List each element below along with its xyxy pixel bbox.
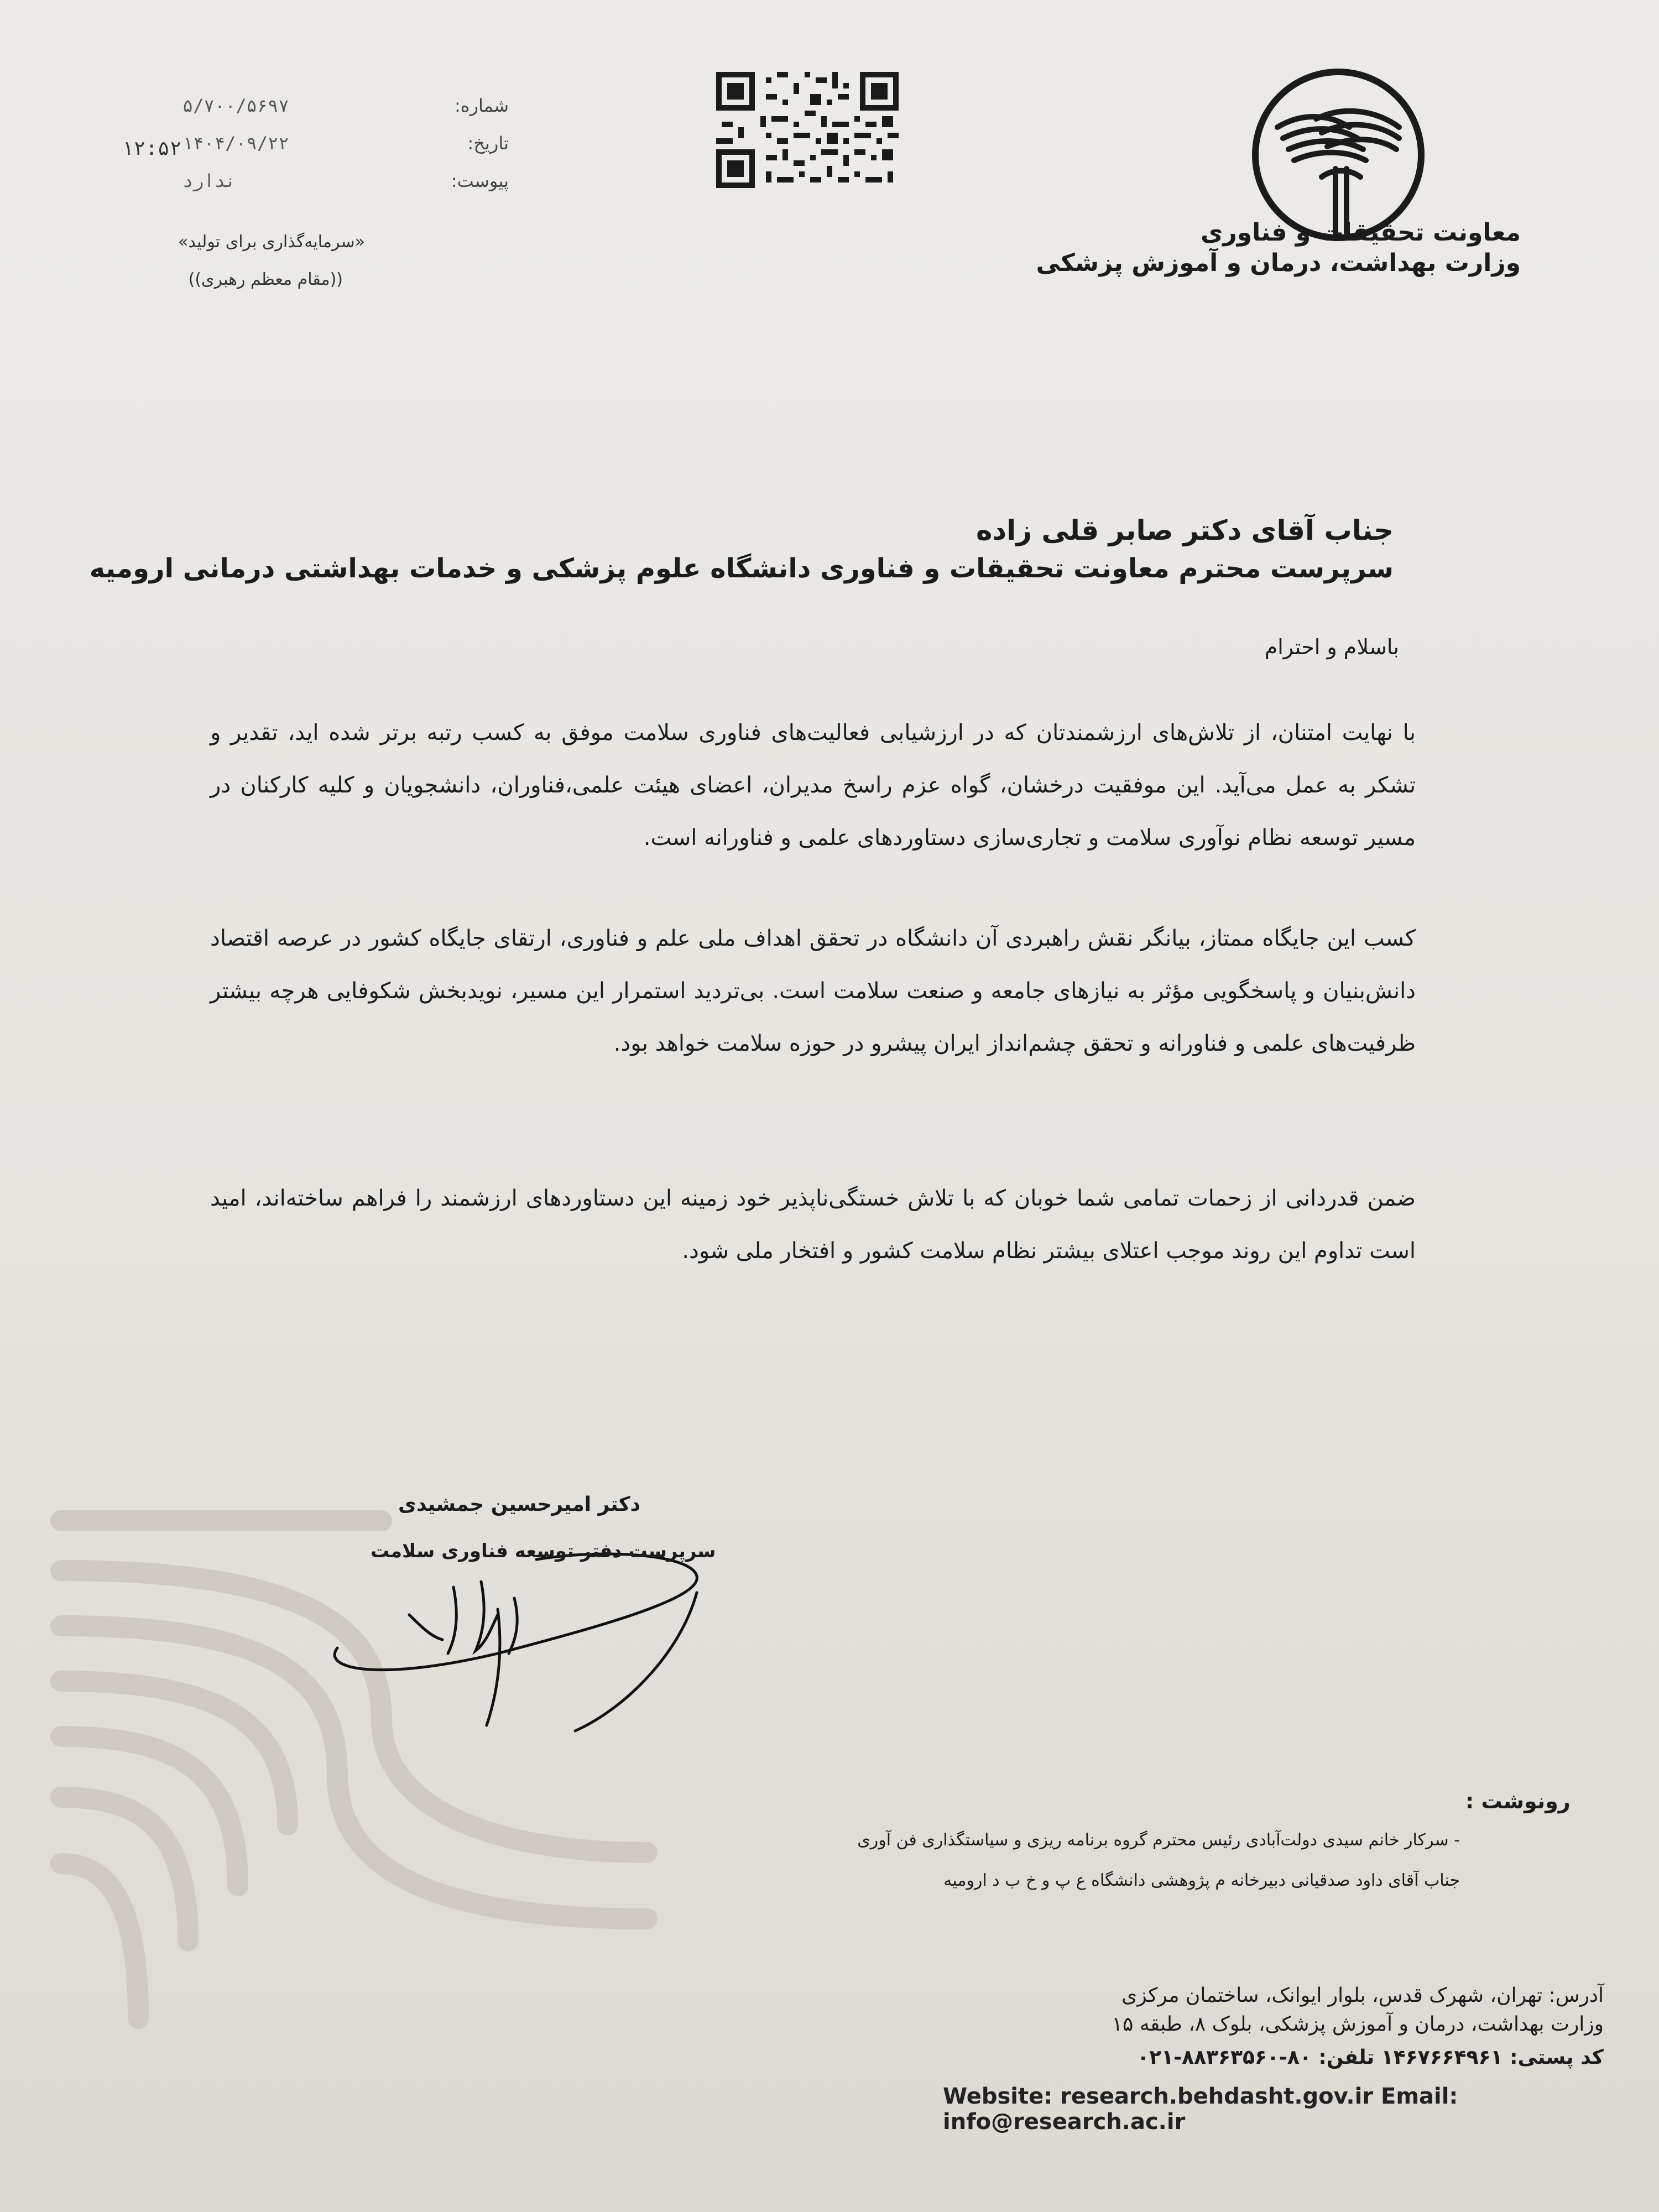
letter-date: ۱۴۰۴/۰۹/۲۲ (182, 133, 289, 154)
footer-address-line-2: وزارت بهداشت، درمان و آموزش پزشکی، بلوک ۸، طبقه ۱۵ (1112, 2013, 1604, 2036)
body-paragraph-2: کسب این جایگاه ممتاز، بیانگر نقش راهبردی آن دانشگاه در تحقق اهداف ملی علم و فناوری، ارتقای جایگاه کشور در عرصه اقتصاد دانش‌بنیان و پاسخگویی مؤثر به نیازهای جامعه و صنعت سلامت است. بی‌تردید استمرار این مسیر، نویدبخش شکوفایی هرچه بیشتر ظرفیت‌های علمی و فناورانه و تحقق چشم‌انداز ایران پیشرو در حوزه سلامت خواهد بود. (210, 926, 1416, 1056)
footer-address-line-1: آدرس: تهران، شهرک قدس، بلوار ایوانک، ساختمان مرکزی (1121, 1984, 1604, 2007)
cc-heading: رونوشت : (1465, 1789, 1571, 1813)
motto-line: «سرمایه‌گذاری برای تولید» (178, 232, 365, 252)
department-name: معاونت تحقیقات و فناوری (1201, 218, 1521, 247)
footer-website-email: Website: research.behdasht.gov.ir Email: info@research.ac.ir (943, 2084, 1458, 2135)
letter-attachment-label: پیوست: (451, 170, 509, 191)
letter-number: ۵/۷۰۰/۵۶۹۷ (182, 95, 289, 116)
body-paragraph-3: ضمن قدردانی از زحمات تمامی شما خوبان که با تلاش خستگی‌ناپذیر خود زمینه این دستاوردهای ارزشمند را فراهم ساخته‌اند، امید است تداوم این روند موجب اعتلای بیشتر نظام سلامت کشور و افتخار ملی شود. (210, 1186, 1416, 1264)
greeting: باسلام و احترام (1264, 635, 1399, 659)
footer-postal-phone: کد پستی: ۱۴۶۷۶۶۴۹۶۱ تلفن: ۸۰-۸۸۳۶۳۵۶۰-۰۲۱ (1137, 2046, 1604, 2069)
addressee-title: سرپرست محترم معاونت تحقیقات و فناوری دانشگاه علوم پزشکی و خدمات بهداشتی درمانی ارومیه (89, 553, 1394, 584)
letter-date-label: تاریخ: (467, 133, 509, 154)
ministry-name: وزارت بهداشت، درمان و آموزش پزشکی (1036, 249, 1521, 277)
letter-attachment: ندارد (182, 170, 236, 191)
body-paragraph-1: با نهایت امتنان، از تلاش‌های ارزشمندتان که در ارزشیابی فعالیت‌های فناوری سلامت موفق به کسب رتبه برتر شده اید، تقدیر و تشکر به عمل می‌آید. این موفقیت درخشان، گواه عزم راسخ مدیران، اعضای هیئت علمی،فناوران، دانشجویان و کلیه کارکنان در مسیر توسعه نظام نوآوری سلامت و تجاری‌سازی دستاوردهای علمی و فناورانه است. (210, 720, 1416, 851)
signer-name: دکتر امیرحسین جمشیدی (398, 1493, 641, 1516)
letter-attachment-row (182, 170, 509, 191)
letter-time: ۱۲:۵۲ (122, 137, 182, 160)
letter-number-row (182, 95, 509, 116)
letter-number-label: شماره: (454, 95, 509, 116)
cc-recipient-1: - سرکار خانم سیدی دولت‌آبادی رئیس محترم گروه برنامه ریزی و سیاستگذاری فن آوری (857, 1830, 1460, 1850)
letter-date-row (182, 133, 509, 154)
handwritten-signature-icon (315, 1543, 713, 1742)
cc-recipient-2: جناب آقای داود صدقیانی دبیرخانه م پژوهشی دانشگاه ع پ و خ ب د ارومیه (943, 1871, 1460, 1890)
qr-code-icon (716, 72, 899, 188)
signer-title: سرپرست دفتر توسعه فناوری سلامت (371, 1540, 716, 1562)
motto-attribution: ((مقام معظم رهبری)) (188, 270, 343, 289)
addressee-name: جناب آقای دکتر صابر قلی زاده (975, 514, 1394, 546)
